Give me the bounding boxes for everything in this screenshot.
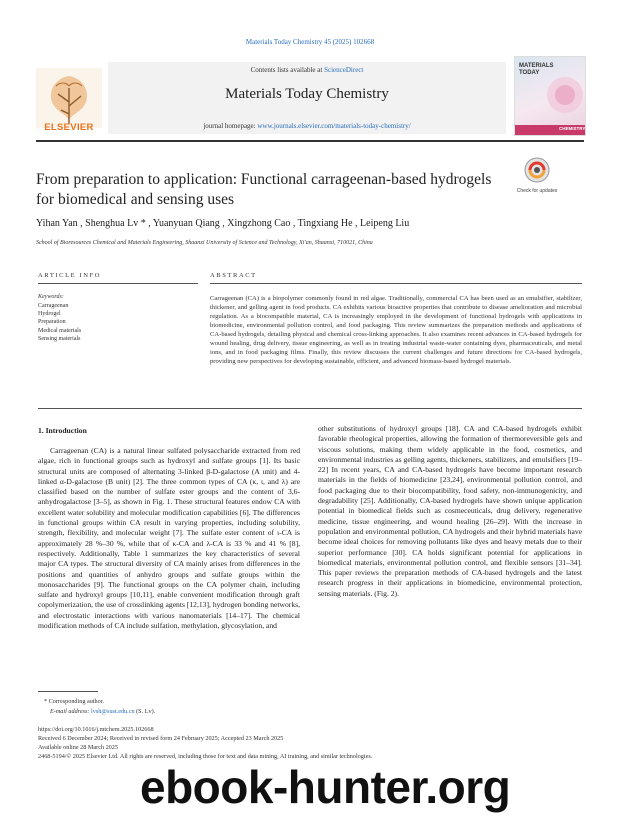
affiliation: School of Bioresources Chemical and Materials Engineering, Shaanxi University of Science and Technology, Xi'an, Shaanxi, 710021, China xyxy=(36,240,373,246)
homepage-line: journal homepage: www.journals.elsevier.com/materials-today-chemistry/ xyxy=(203,122,411,130)
keyword: Hydrogel xyxy=(38,311,61,318)
keyword: Carrageenan xyxy=(38,303,69,309)
corresponding-note: * Corresponding author. xyxy=(44,698,104,705)
abstract-rule xyxy=(210,283,582,284)
received-dates: Received 6 December 2024; Received in revised form 24 February 2025; Accepted 23 March 2025 xyxy=(38,735,284,742)
keyword: Medical materials xyxy=(38,327,82,334)
abstract-text: Carrageenan (CA) is a biopolymer commonly found in red algae. Traditionally, commercial CA has been used as an emulsifier, stabilizer, thickener, and gelling agent in food products. CA exhibits various bioactive properties that contribute to disease amelioration and microbial regulation. As a biocompatible material, CA is increasingly employed in the development of functional hydrogels with applications in biomedicine, environmental pollution control, and food packaging. This review summarizes the preparation methods and applications of CA-based hydrogels, detailing physical and chemical cross-linking approaches. It also examines recent advances in CA-based hydrogels for wound healing, drug delivery, tissue engineering, as well as in treating industrial waste-water containing dyes, pharmaceuticals, and metal ions, and in food packaging films. Finally, this review discusses the current challenges and future directions for CA-based hydrogels, providing new perspectives for developing sustainable, efficient, and advanced biomass-based hydrogel materials. xyxy=(210,295,582,365)
check-for-updates-label[interactable]: Check for updates xyxy=(516,188,558,194)
keywords-list xyxy=(38,302,81,343)
journal-homepage-link[interactable]: www.journals.elsevier.com/materials-today-chemistry/ xyxy=(257,122,411,130)
watermark-text: ebook-hunter.org xyxy=(140,761,511,813)
keyword: Sensing materials xyxy=(38,335,81,342)
header-divider xyxy=(36,140,584,142)
article-info-heading: ARTICLE INFO xyxy=(38,272,102,279)
section-heading-introduction: 1. Introduction xyxy=(38,426,87,435)
check-for-updates-icon[interactable] xyxy=(520,154,554,186)
cover-art-icon xyxy=(543,71,583,123)
author-list: Yihan Yan , Shenghua Lv * , Yuanyuan Qiang , Xingzhong Cao , Tingxiang He , Leipeng Liu xyxy=(36,218,410,229)
keywords-label: Keywords: xyxy=(38,294,64,300)
journal-cover-thumbnail xyxy=(514,56,586,136)
journal-name: Materials Today Chemistry xyxy=(225,86,389,102)
journal-citation-link[interactable]: Materials Today Chemistry 45 (2025) 102668 xyxy=(245,38,375,46)
abstract-bottom-rule xyxy=(38,408,582,409)
cover-title: MATERIALS TODAY xyxy=(519,63,554,76)
contents-line: Contents lists available at ScienceDirect xyxy=(250,66,364,74)
sciencedirect-link[interactable]: ScienceDirect xyxy=(324,66,364,74)
keyword: Preparation xyxy=(38,319,66,326)
article-info-rule xyxy=(38,283,198,284)
publisher-logo-text: ELSEVIER xyxy=(44,122,94,133)
doi-link[interactable]: https://doi.org/10.1016/j.mtchem.2025.102668 xyxy=(38,726,154,733)
body-column-right xyxy=(318,424,582,599)
abstract-heading: ABSTRACT xyxy=(210,272,257,279)
cover-subtitle: CHEMISTRY xyxy=(559,126,586,131)
body-column-left xyxy=(38,446,300,631)
email-line: E-mail address: lvsh@sust.edu.cn (S. Lv). xyxy=(50,708,156,715)
footnote-rule xyxy=(38,691,98,692)
paragraph: other substitutions of hydroxyl groups [18]. CA and CA-based hydrogels exhibit favorable rheological properties, allowing the formation of thermoreversible gels and viscous solutions, making them widely applicable in the food, cosmetics, and environmental industries as gelling agents, thickeners, stabilizers, and emulsifiers [19–22] In recent years, CA and CA-based hydrogels have become important research materials in the fields of biomedicine [23,24], environmental pollution control, and food packaging due to their biocompatibility, food safety, non-immunogenicity, and degradability [25]. Additionally, CA-based hydrogels have shown unique application potential in biomedical fields such as cosmeceuticals, drug delivery, regenerative medicine, tissue engineering, and wound healing [26–29]. With the increase in population and environmental pollution, CA hydrogels and their hybrid materials have become ideal choices for removing pollutants like dyes and heavy metals due to their superior performance [30]. CA holds significant potential for applications in biomedical materials, environmental pollution control, and flexible sensors [31–34]. This paper reviews the preparation methods of CA-based hydrogels and the latest research progress in their applications in biomedicine, environmental protection, sensing materials. (Fig. 2). xyxy=(318,424,582,598)
available-online: Available online 28 March 2025 xyxy=(38,744,118,751)
paragraph: Carrageenan (CA) is a natural linear sulfated polysaccharide extracted from red algae, rich in functional groups such as hydroxyl and sulfate groups [1]. Its basic structural units are composed of alternating 3-linked β-D-galactose (A unit) and 4-linked α-D-galactose (B unit) [2]. The three common types of CA (κ, ι, and λ) are classified based on the number of sulfate ester groups and the content of 3,6-anhydrogalactose [3–5], as shown in Fig. 1. These structural features endow CA with excellent water solubility and molecular modification capabilities [6]. The differences in functional groups within CA result in varying properties, including solubility, strength, flexibility, and molecular weight [7]. The sulfate ester content of ι-CA is approximately 28 %–30 %, while that of κ-CA and λ-CA is 33 % and 41 % [8], respectively. Additionally, Table 1 summarizes the key characteristics of several major CA types. The structural diversity of CA mainly arises from differences in the positions and quantities of anhydro groups and sulfate groups within the monosaccharides [9]. The functional groups on the CA polymer chain, including sulfate and hydroxyl groups [10,11], enable convenient modification through graft copolymerization, the use of crosslinking agents [12,13], hydrogen bonding networks, and electrostatic interactions with various nanomaterials [14–17]. The chemical modification methods of CA include sulfation, methylation, glycosylation, and xyxy=(38,446,300,631)
author-email-link[interactable]: lvsh@sust.edu.cn xyxy=(91,708,135,715)
article-title: From preparation to application: Functional carrageenan-based hydrogels for biomedical and sensing uses xyxy=(36,171,492,208)
copyright: 2468-5194/© 2025 Elsevier Ltd. All rights are reserved, including those for text and data mining, AI training, and similar technologies. xyxy=(38,753,373,760)
